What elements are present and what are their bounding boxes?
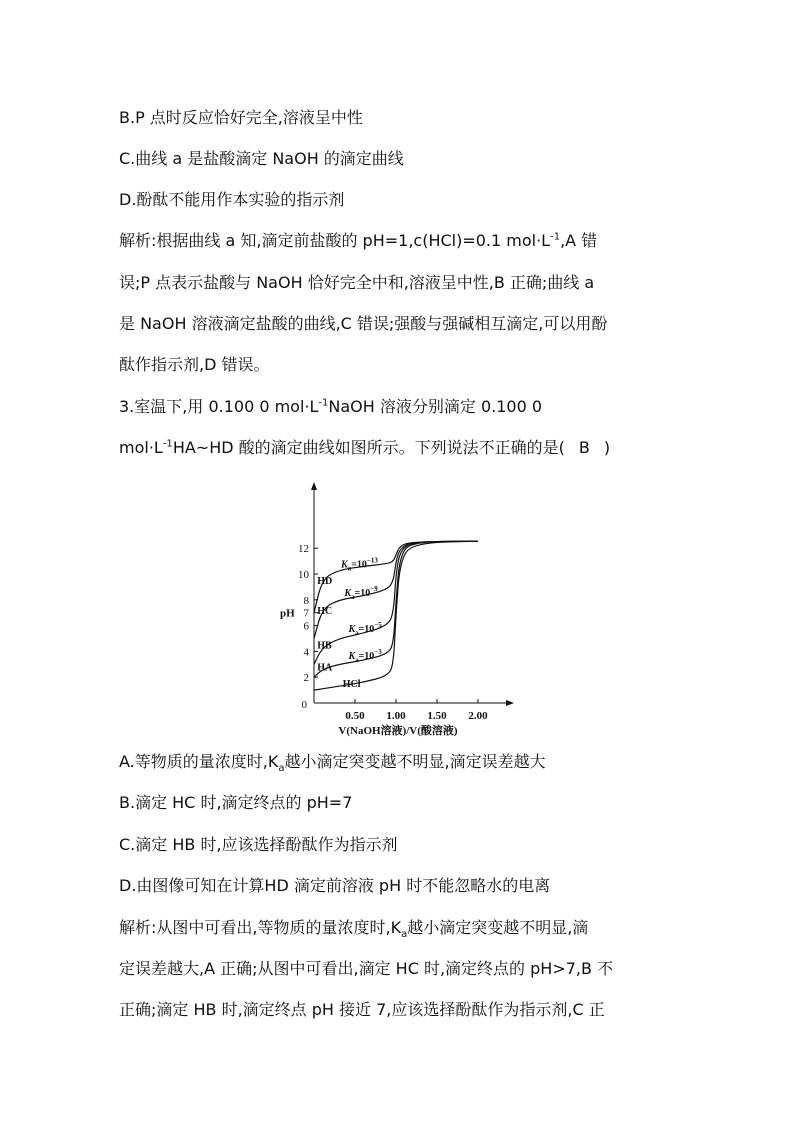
y-tick-label: 6 — [303, 620, 309, 633]
option-c-previous: C.曲线 a 是盐酸滴定 NaOH 的滴定曲线 — [119, 149, 404, 168]
analysis-1-line-2: 误;P 点表示盐酸与 NaOH 恰好完全中和,溶液呈中性,B 正确;曲线 a — [119, 273, 595, 292]
option-d-previous: D.酚酞不能用作本实验的指示剂 — [119, 190, 345, 209]
question-3-line-2: $mol\cdot L^{-1}HA\sim HD$ 酸的滴定曲线如图所示。下列说法不正确的是( B ) — [119, 438, 611, 457]
chart-curves — [314, 541, 478, 690]
series-name-hb: HB — [317, 640, 332, 652]
analysis-1-line-3: 是 NaOH 溶液滴定盐酸的曲线,C 错误;强酸与强碱相互滴定,可以用酚 — [119, 314, 608, 333]
analysis-1-line-1: 解析:根据曲线 a 知,滴定前盐酸的 pH=1,c(HCl)=0.1 $mol\cdot L^{-1},A$ 错 — [119, 231, 598, 250]
option-d: D.由图像可知在计算HD 滴定前溶液 pH 时不能忽略水的电离 — [119, 876, 551, 895]
ka-label-hb: $K_a=10^{-5}$ — [348, 621, 382, 638]
x-tick-label: 0.50 — [345, 710, 365, 722]
y-tick-label: 4 — [303, 646, 309, 659]
origin-label: 0 — [301, 699, 307, 711]
ka-label-ha: $K_a=10^{-3}$ — [348, 648, 382, 665]
analysis-2-line-3: 正确;滴定 HB 时,滴定终点 pH 接近 7,应该选择酚酞作为指示剂,C 正 — [119, 1000, 605, 1019]
titration-chart — [276, 478, 536, 740]
y-tick-label: 2 — [303, 672, 309, 685]
option-b-previous: B.P 点时反应恰好完全,溶液呈中性 — [119, 108, 363, 127]
x-tick-label: 1.50 — [427, 710, 447, 722]
series-name-hcl: HCl — [342, 679, 361, 691]
option-c: C.滴定 HB 时,应该选择酚酞作为指示剂 — [119, 835, 398, 854]
series-name-hd: HD — [317, 576, 333, 588]
x-axis-label: V(NaOH溶液)/V(酸溶液) — [338, 725, 458, 737]
y-tick-label: 10 — [298, 569, 309, 581]
series-name-ha: HA — [317, 662, 333, 674]
ka-label-hc: $K_a=10^{-9}$ — [344, 584, 378, 601]
series-name-hc: HC — [317, 605, 333, 617]
chart-axes — [311, 482, 514, 706]
x-tick-label: 1.00 — [386, 710, 406, 722]
option-b: B.滴定 HC 时,滴定终点的 pH=7 — [119, 793, 353, 812]
x-tick-label: 2.00 — [468, 710, 488, 722]
ka-label-hd: $K_a=10^{-13}$ — [341, 556, 378, 573]
y-tick-label: 8 — [303, 594, 309, 607]
y-tick-label: 7 — [303, 607, 309, 620]
x-axis-arrow — [506, 700, 514, 706]
analysis-2-line-1: 解析:从图中可看出,等物质的量浓度时$,K_a$越小滴定突变越不明显,滴 — [119, 918, 589, 941]
y-axis-arrow — [311, 482, 317, 490]
y-axis-label: pH — [280, 607, 295, 620]
option-a: A.等物质的量浓度时$,K_a$越小滴定突变越不明显,滴定误差越大 — [119, 752, 546, 775]
analysis-2-line-2: 定误差越大,A 正确;从图中可看出,滴定 HC 时,滴定终点的 pH>7,B 不 — [119, 959, 614, 978]
analysis-1-line-4: 酞作指示剂,D 错误。 — [119, 355, 270, 374]
y-tick-label: 12 — [298, 543, 309, 556]
question-3-line-1: 3.室温下,用 0.100 0 $mol\cdot L^{-1}NaOH$ 溶液分别滴定 0.100 0 — [119, 397, 543, 416]
answer-letter: B — [578, 438, 590, 457]
chart-labels — [280, 543, 488, 737]
